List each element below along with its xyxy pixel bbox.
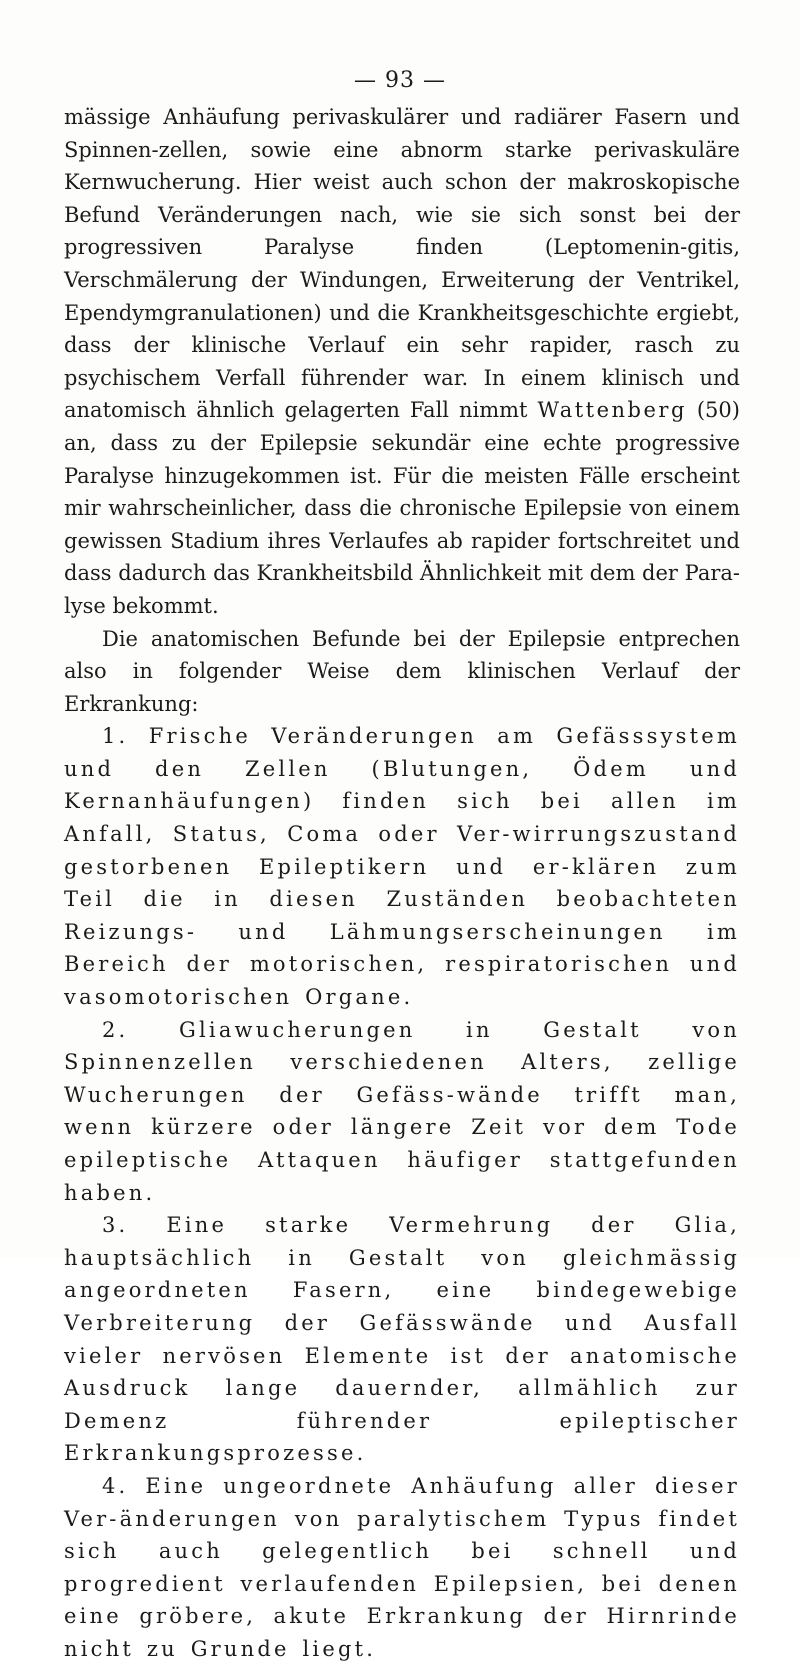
finding-item-1: 1. Frische Veränderungen am Gefässsystem und den Zellen (Blutungen, Ödem und Kernanhäufungen) finden sich bei allen im Anfall, Status, Coma oder Ver-wirrungszustand gestorbenen Epileptikern und er-klären zum Teil die in diesen Zuständen beobachteten Reizungs- und Lähmungserscheinungen im Bereich der motorischen, respiratorischen und vasomotorischen Organe.: [64, 724, 740, 1010]
page-number: — 93 —: [354, 68, 446, 93]
paragraph-continuation: [64, 101, 740, 623]
paragraph-text: mässige Anhäufung perivaskulärer und radiärer Fasern und Spinnen-zellen, sowie eine abnorm starke perivaskuläre Kernwucherung. Hier weist auch schon der makroskopische Befund Veränderungen nach, wie sie sich sonst bei der progressiven Paralyse finden (Leptomenin-gitis, Verschmälerung der Windungen, Erweiterung der Ventrikel, Ependymgranulationen) und die Krankheitsgeschichte ergiebt, dass der klinische Verlauf ein sehr rapider, rasch zu psychischem Verfall führender war. In einem klinisch und anatomisch ähnlich gelagerten Fall nimmt: [64, 105, 740, 423]
finding-item-4: 4. Eine ungeordnete Anhäufung aller dieser Ver-änderungen von paralytischem Typus findet sich auch gelegentlich bei schnell und progredient verlaufenden Epilepsien, bei denen eine gröbere, akute Erkrankung der Hirnrinde nicht zu Grunde liegt.: [64, 1473, 740, 1661]
text-body: [64, 101, 740, 1666]
finding-item-2: 2. Gliawucherungen in Gestalt von Spinnenzellen verschiedenen Alters, zellige Wucherungen der Gefäss-wände trifft man, wenn kürzere oder längere Zeit vor dem Tode epileptische Attaquen häufiger stattgefunden haben.: [64, 1017, 740, 1205]
paragraph-intro: Die anatomischen Befunde bei der Epilepsie entprechen also in folgender Weise dem klinischen Verlauf der Erkrankung:: [64, 626, 740, 716]
finding-item-3: 3. Eine starke Vermehrung der Glia, hauptsächlich in Gestalt von gleichmässig angeordneten Fasern, eine bindegewebige Verbreiterung der Gefässwände und Ausfall vieler nervösen Elemente ist der anatomische Ausdruck lange dauernder, allmählich zur Demenz führender epileptischer Erkrankungsprozesse.: [64, 1213, 740, 1466]
author-name: Wattenberg: [537, 398, 687, 423]
paragraph-text: (50) an, dass zu der Epilepsie sekundär eine echte progressive Paralyse hinzugekommen ist. Für die meisten Fälle erscheint mir wahrscheinlicher, dass die chronische Epilepsie von einem gewissen Stadium ihres Verlaufes ab rapider fortschreitet und dass dadurch das Krankheitsbild Ähnlichkeit mit dem der Para-lyse bekommt.: [64, 398, 740, 618]
